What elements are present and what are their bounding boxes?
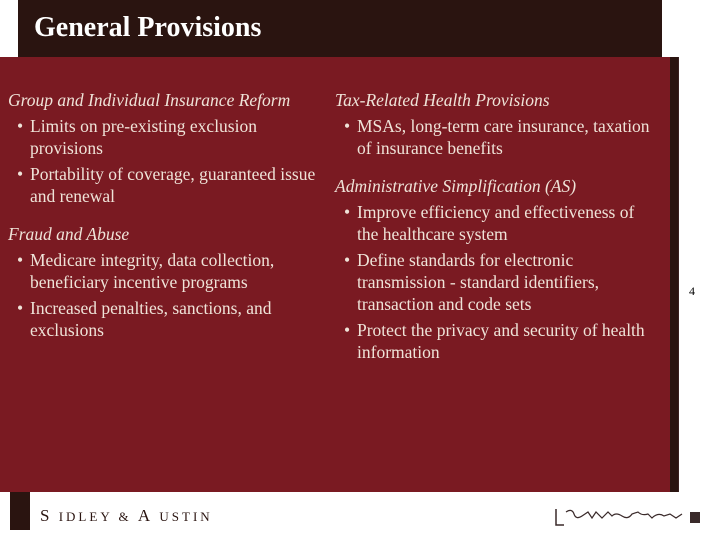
bullet-item: • MSAs, long-term care insurance, taxation of insurance benefits <box>335 115 655 159</box>
section-heading: Tax-Related Health Provisions <box>335 90 550 110</box>
section-admin-simplification <box>335 175 655 363</box>
right-column <box>335 89 655 379</box>
section-tax-provisions <box>335 89 655 159</box>
bullet-item: • Define standards for electronic transmission - standard identifiers, transaction and code sets <box>335 249 655 315</box>
section-heading: Administrative Simplification (AS) <box>335 176 577 196</box>
bullet-item: • Improve efficiency and effectiveness of the healthcare system <box>335 201 655 245</box>
section-heading: Fraud and Abuse <box>8 224 130 244</box>
bullet-item: • Limits on pre-existing exclusion provisions <box>8 115 318 159</box>
slide-title: General Provisions <box>34 12 262 43</box>
bullet-item: • Increased penalties, sanctions, and exclusions <box>8 297 318 341</box>
page-number: 4 <box>689 284 695 298</box>
section-insurance-reform <box>8 89 318 207</box>
side-strip <box>670 57 678 502</box>
section-heading: Group and Individual Insurance Reform <box>8 90 291 110</box>
bullet-item: • Medicare integrity, data collection, beneficiary incentive programs <box>8 249 318 293</box>
firm-name: S IDLEY & A USTIN <box>40 506 213 525</box>
bullet-list <box>335 115 655 159</box>
bullet-list <box>335 201 655 363</box>
bullet-item: • Portability of coverage, guaranteed issue and renewal <box>8 163 318 207</box>
footer-accent <box>10 492 30 530</box>
firm-logo <box>552 506 702 528</box>
bullet-list <box>8 115 318 207</box>
bullet-item: • Protect the privacy and security of health information <box>335 319 655 363</box>
bullet-list <box>8 249 318 341</box>
right-margin-strip <box>678 57 710 502</box>
section-fraud-abuse <box>8 223 318 341</box>
left-column <box>8 89 318 357</box>
